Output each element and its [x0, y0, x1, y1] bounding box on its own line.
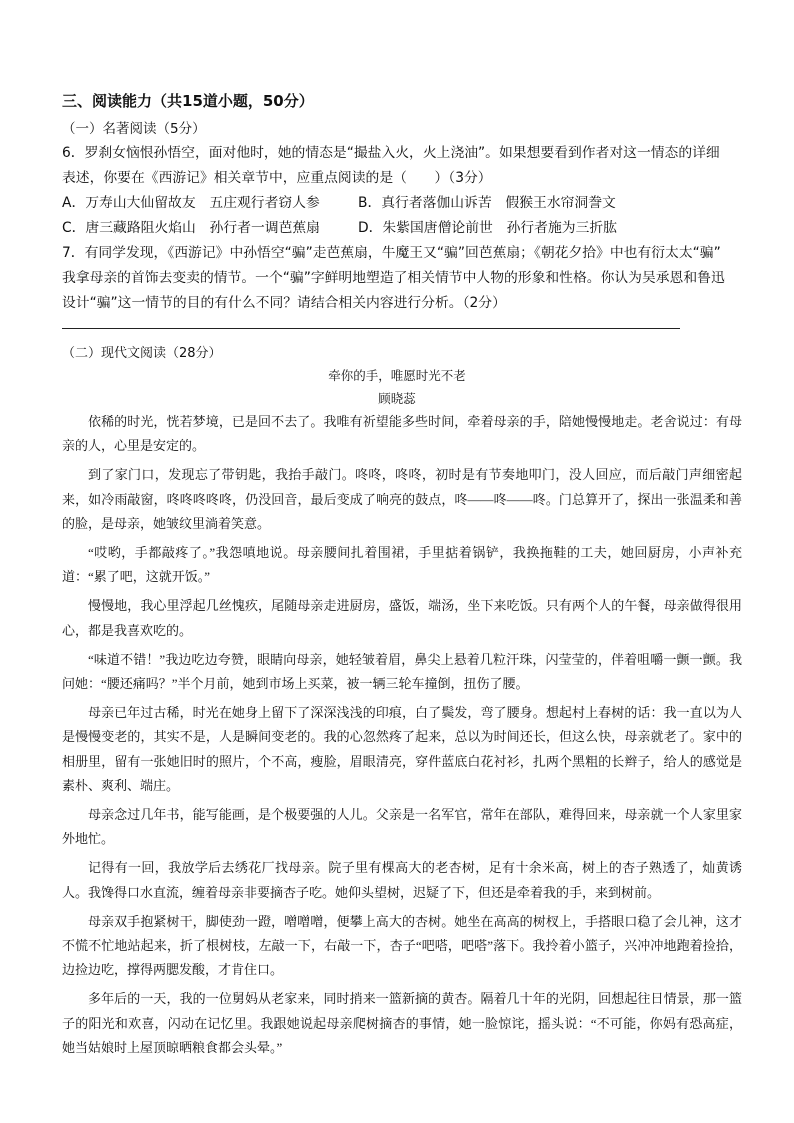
essay-paragraph: 母亲已年过古稀，时光在她身上留下了深深浅浅的印痕，白了鬓发，弯了腰身。想起村上春树的话：我一直以为人是慢慢变老的，其实不是，人是瞬间变老的。我的心忽然疼了起来，总以为时间还长，但这么快，母亲就老了。家中的相册里，留有一张她旧时的照片，个不高，瘦脸，眉眼清亮，穿件蓝底白花衬衫，扎两个黑粗的长辫子，给人的感觉是素朴、爽利、端庄。: [62, 705, 742, 793]
question-6-line-2: 表述，你要在《西游记》相关章节中，应重点阅读的是（ ）（3分）: [62, 170, 492, 186]
essay-paragraph: 到了家门口，发现忘了带钥匙，我抬手敲门。咚咚，咚咚，初时是有节奏地叩门，没人回应，而后敲门声细密起来，如冷雨敲窗，咚咚咚咚咚，仍没回音，最后变成了响亮的鼓点，咚——咚——咚。门总算开了，探出一张温柔和善的脸，是母亲，她皱纹里淌着笑意。: [62, 467, 742, 531]
essay-paragraph: “味道不错！”我边吃边夸赞，眼睛向母亲，她轻皱着眉，鼻尖上悬着几粒汗珠，闪莹莹的，伴着咀嚼一颤一颤。我问她：“腰还痛吗？”半个月前，她到市场上买菜，被一辆三轮车撞倒，扭伤了腰。: [62, 651, 742, 692]
question-7-line-2: 我拿母亲的首饰去变卖的情节。一个“骗”字鲜明地塑造了相关情节中人物的形象和性格。你认为吴承恩和鲁迅: [62, 270, 725, 286]
part1-title: （一）名著阅读（5分）: [62, 121, 206, 137]
part2-title: （二）现代文阅读（28分）: [62, 346, 222, 361]
option-a: A．万寿山大仙留故友 五庄观行者窃人参: [62, 195, 320, 211]
option-c: C．唐三藏路阻火焰山 孙行者一调芭蕉扇: [62, 220, 320, 236]
question-6-line-1: 6．罗刹女恼恨孙悟空，面对他时，她的情态是“撮盐入火，火上浇油”。如果想要看到作者对这一情态的详细: [62, 145, 720, 161]
question-7-line-1: 7．有同学发现，《西游记》中孙悟空“骗”走芭蕉扇，牛魔王又“骗”回芭蕉扇；《朝花夕拾》中也有衍太太“骗”: [62, 245, 721, 261]
question-7-line-3: 设计“骗”这一情节的目的有什么不同？请结合相关内容进行分析。（2分）: [62, 295, 506, 311]
essay-paragraph: 依稀的时光，恍若梦境，已是回不去了。我唯有祈望能多些时间，牵着母亲的手，陪她慢慢地走。老舍说过：有母亲的人，心里是安定的。: [62, 414, 742, 454]
essay-author: 顾晓蕊: [378, 392, 416, 406]
essay-body: [62, 410, 742, 1065]
essay-paragraph: 多年后的一天，我的一位舅妈从老家来，同时捎来一篮新摘的黄杏。隔着几十年的光阴，回想起往日情景，那一篮子的阳光和欢喜，闪动在记忆里。我跟她说起母亲爬树摘杏的事情，她一脸惊诧，摇头说：“不可能，你妈有恐高症，她当姑娘时上屋顶晾晒粮食都会头晕。”: [62, 991, 742, 1055]
essay-paragraph: 母亲双手抱紧树干，脚使劲一蹬，噌噌噌，便攀上高大的杏树。她坐在高高的树杈上，手搭眼口稳了会儿神，这才不慌不忙地站起来，折了根树枝，左敲一下，右敲一下，杏子“吧嗒，吧嗒”落下。我拎着小篮子，兴冲冲地跑着捡拾，边捡边吃，撑得两腮发酸，才肯住口。: [62, 913, 742, 978]
essay-paragraph: “哎哟，手都敲疼了。”我怨嗔地说。母亲腰间扎着围裙，手里掂着锅铲，我换拖鞋的工夫，她回厨房，小声补充道：“累了吧，这就开饭。”: [62, 545, 742, 585]
answer-line: [62, 328, 680, 329]
option-b: B．真行者落伽山诉苦 假猴王水帘洞誊文: [358, 195, 616, 211]
essay-paragraph: 记得有一回，我放学后去绣花厂找母亲。院子里有棵高大的老杏树，足有十余米高，树上的杏子熟透了，灿黄诱人。我馋得口水直流，缠着母亲非要摘杏子吃。她仰头望树，迟疑了下，但还是牵着我的手，来到树前。: [62, 860, 742, 900]
essay-paragraph: 母亲念过几年书，能写能画，是个极要强的人儿。父亲是一名军官，常年在部队，难得回来，母亲就一个人家里家外地忙。: [62, 807, 742, 847]
option-d: D．朱紫国唐僧论前世 孙行者施为三折肱: [358, 220, 617, 236]
essay-title: 牵你的手，唯愿时光不老: [328, 369, 466, 383]
section-title: 三、阅读能力（共15道小题，50分）: [62, 92, 314, 110]
essay-paragraph: 慢慢地，我心里浮起几丝愧疚，尾随母亲走进厨房，盛饭，端汤，坐下来吃饭。只有两个人的午餐，母亲做得很用心，都是我喜欢吃的。: [62, 598, 742, 638]
